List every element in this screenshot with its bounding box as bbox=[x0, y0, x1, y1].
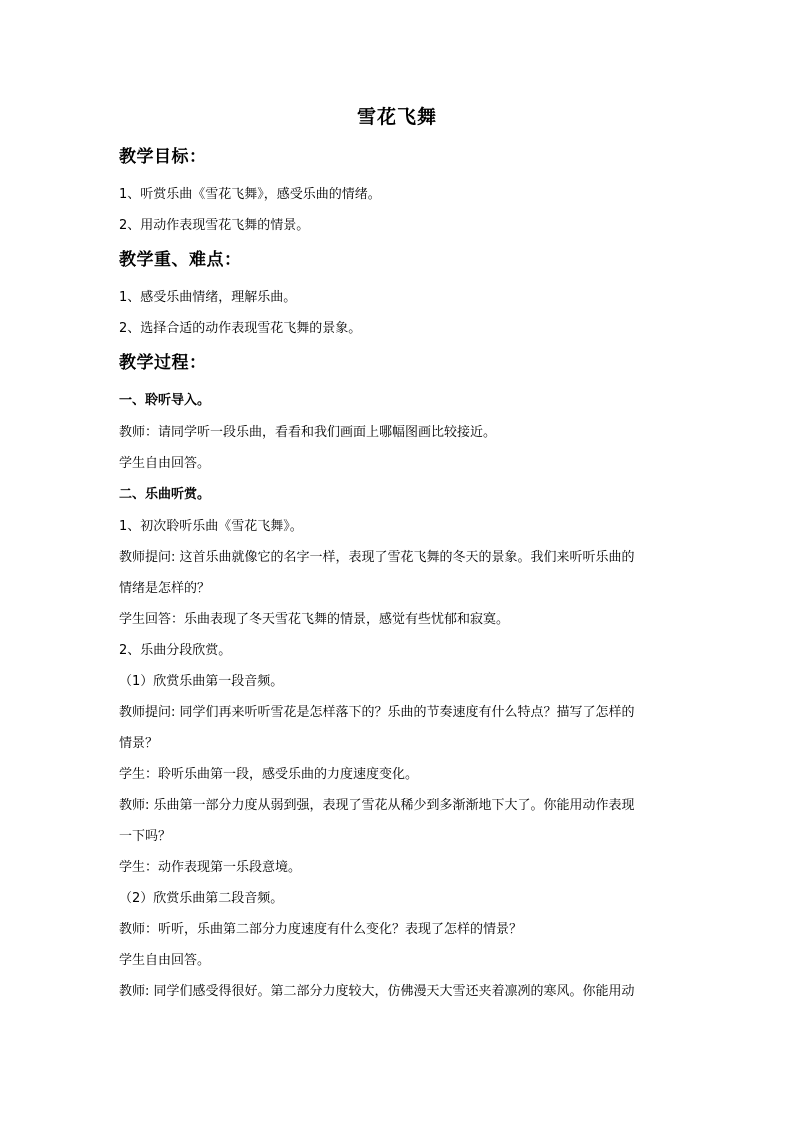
process-heading: 教学过程： bbox=[119, 353, 207, 373]
section2-line: 教师: 乐曲第一部分力度从弱到强，表现了雪花从稀少到多渐渐地下大了。你能用动作表现 bbox=[119, 798, 635, 813]
section1-heading: 一、聆听导入。 bbox=[119, 393, 211, 408]
key-point-item: 1、感受乐曲情绪，理解乐曲。 bbox=[119, 290, 297, 305]
section2-line: 学生：动作表现第一乐段意境。 bbox=[119, 860, 302, 875]
goal-item: 2、用动作表现雪花飞舞的情景。 bbox=[119, 218, 310, 233]
section2-line: 1、初次聆听乐曲《雪花飞舞》。 bbox=[119, 519, 303, 534]
goal-item: 1、听赏乐曲《雪花飞舞》，感受乐曲的情绪。 bbox=[119, 187, 381, 202]
section2-line: 教师提问: 同学们再来听听雪花是怎样落下的？乐曲的节奏速度有什么特点？描写了怎样的 bbox=[119, 705, 635, 720]
section2-line: （2）欣赏乐曲第二段音频。 bbox=[119, 891, 284, 906]
section2-line: 2、乐曲分段欣赏。 bbox=[119, 643, 232, 658]
key-points-heading: 教学重、难点： bbox=[119, 250, 242, 270]
key-points-list bbox=[119, 282, 679, 344]
section2-line: （1）欣赏乐曲第一段音频。 bbox=[119, 674, 284, 689]
key-point-item: 2、选择合适的动作表现雪花飞舞的景象。 bbox=[119, 321, 362, 336]
section2-line: 学生回答：乐曲表现了冬天雪花飞舞的情景，感觉有些忧郁和寂寞。 bbox=[119, 612, 510, 627]
section2-line: 一下吗？ bbox=[119, 829, 172, 844]
section2-line: 情景？ bbox=[119, 736, 159, 751]
goals-list bbox=[119, 179, 679, 241]
document-title: 雪花飞舞 bbox=[356, 106, 437, 128]
document-body bbox=[119, 145, 679, 1007]
section1-body bbox=[119, 417, 679, 479]
section2-body bbox=[119, 511, 679, 1007]
section2-line: 教师：听听，乐曲第二部分力度速度有什么变化？表现了怎样的情景？ bbox=[119, 922, 523, 937]
goals-heading: 教学目标： bbox=[119, 147, 207, 167]
section2-line: 学生自由回答。 bbox=[119, 953, 211, 968]
section1-line: 学生自由回答。 bbox=[119, 456, 211, 471]
section1-line: 教师：请同学听一段乐曲，看看和我们画面上哪幅图画比较接近。 bbox=[119, 425, 497, 440]
section2-line: 学生：聆听乐曲第一段，感受乐曲的力度速度变化。 bbox=[119, 767, 419, 782]
section2-line: 教师提问: 这首乐曲就像它的名字一样，表现了雪花飞舞的冬天的景象。我们来听听乐曲的 bbox=[119, 550, 635, 565]
section2-line: 情绪是怎样的？ bbox=[119, 581, 211, 596]
section2-line: 教师: 同学们感受得很好。第二部分力度较大，仿佛漫天大雪还夹着凛冽的寒风。你能用动 bbox=[119, 984, 635, 999]
section2-heading: 二、乐曲听赏。 bbox=[119, 487, 211, 502]
